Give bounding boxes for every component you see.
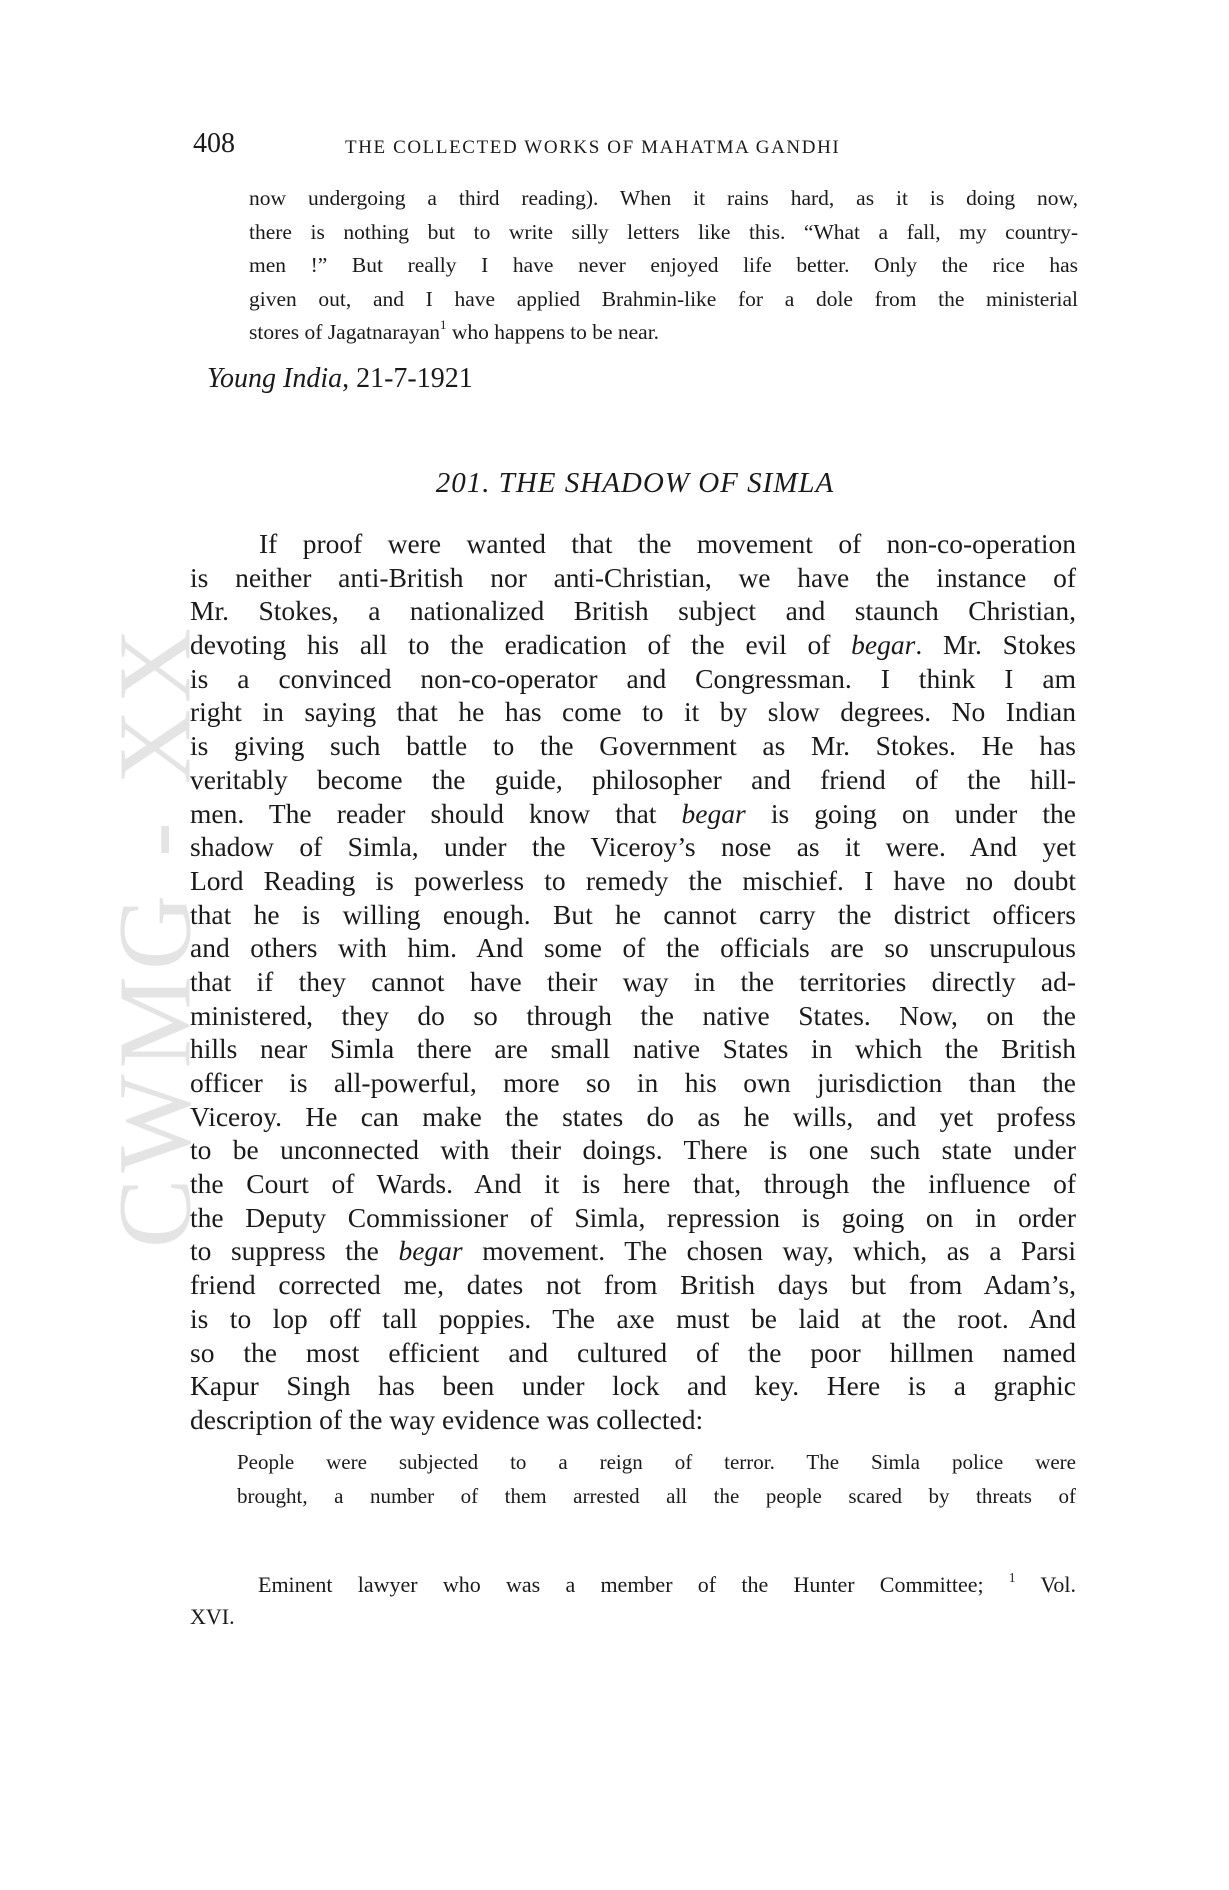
line-text: veritably become the guide, philosopher and friend of the hill-	[190, 763, 1076, 795]
line-text: to suppress the	[190, 1235, 399, 1267]
line-text: XVI.	[190, 1604, 235, 1629]
line-text: that he is willing enough. But he cannot carry the district officers	[190, 898, 1076, 930]
text-line	[190, 798, 1076, 832]
line-text: now undergoing a third reading). When it rains hard, as it is doing now,	[249, 186, 1078, 210]
italic-term: begar	[851, 629, 916, 661]
source-date: , 21-7-1921	[342, 363, 473, 394]
text-line	[190, 528, 1076, 562]
line-text: there is nothing but to write silly letters like this. “What a fall, my country-	[249, 219, 1078, 244]
text-line	[190, 899, 1076, 933]
line-text: movement. The chosen way, which, as a Parsi	[462, 1235, 1076, 1267]
text-line	[190, 663, 1076, 697]
text-line	[190, 1303, 1076, 1337]
line-text: is to lop off tall poppies. The axe must be laid at the root. And	[190, 1302, 1076, 1334]
line-text: men !” But really I have never enjoyed life better. Only the rice has	[249, 253, 1078, 278]
text-line	[190, 1404, 1076, 1438]
text-line	[190, 764, 1076, 798]
line-text: Mr. Stokes, a nationalized British subject and staunch Christian,	[190, 595, 1076, 627]
line-text: description of the way evidence was collected:	[190, 1403, 704, 1435]
text-line	[190, 730, 1076, 764]
line-text: and others with him. And some of the officials are so unscrupulous	[190, 932, 1076, 964]
line-text: Viceroy. He can make the states do as he wills, and yet profess	[190, 1100, 1076, 1132]
text-line	[237, 1484, 1076, 1518]
line-text: given out, and I have applied Brahmin-like for a dole from the ministerial	[249, 286, 1078, 311]
text-line	[190, 696, 1076, 730]
text-line	[190, 629, 1076, 663]
line-text: is giving such battle to the Government as Mr. Stokes. He has	[190, 730, 1076, 762]
text-line	[190, 865, 1076, 899]
italic-term: begar	[681, 797, 746, 829]
line-text: hills near Simla there are small native States in which the British	[190, 1033, 1076, 1065]
line-text: stores of Jagatnarayan	[249, 320, 441, 345]
text-line	[190, 595, 1076, 629]
line-text: . Mr. Stokes	[915, 629, 1077, 661]
text-line	[249, 186, 1078, 220]
text-line	[190, 1572, 1076, 1604]
text-line	[190, 1235, 1076, 1269]
footnote-marker: 1	[440, 318, 447, 333]
line-text: that if they cannot have their way in the territories directly ad-	[190, 965, 1076, 997]
italic-term: begar	[398, 1235, 463, 1267]
line-text: Kapur Singh has been under lock and key. Here is a graphic	[190, 1370, 1076, 1402]
text-line	[190, 1202, 1076, 1236]
watermark: CWMG - XX	[97, 622, 213, 1248]
source-citation	[207, 363, 473, 395]
line-text: is neither anti-British nor anti-Christian, we have the instance of	[190, 561, 1076, 593]
running-head: THE COLLECTED WORKS OF MAHATMA GANDHI	[345, 137, 841, 158]
line-text: Eminent lawyer who was a member of the Hunter Committee;	[258, 1572, 1009, 1597]
line-text: to be unconnected with their doings. There is one such state under	[190, 1134, 1076, 1166]
text-line	[190, 1134, 1076, 1168]
line-text: the Deputy Commissioner of Simla, repression is going on in order	[190, 1201, 1076, 1233]
line-text: friend corrected me, dates not from British days but from Adam’s,	[190, 1269, 1076, 1301]
text-line	[190, 1604, 1076, 1636]
text-line	[190, 1000, 1076, 1034]
line-text: officer is all-powerful, more so in his own jurisdiction than the	[190, 1067, 1076, 1098]
line-text: so the most efficient and cultured of the poor hillmen named	[190, 1336, 1076, 1368]
line-text: the Court of Wards. And it is here that, through the influence of	[190, 1168, 1076, 1200]
line-text: is going on under the	[745, 797, 1076, 829]
text-line	[190, 966, 1076, 1000]
text-line	[190, 562, 1076, 596]
article-body	[190, 528, 1076, 1438]
source-publication: Young India	[207, 363, 343, 394]
line-text: right in saying that he has come to it by slow degrees. No Indian	[190, 696, 1076, 728]
previous-letter-text	[249, 186, 1078, 354]
text-line	[237, 1450, 1076, 1484]
text-line	[190, 1101, 1076, 1135]
line-text: brought, a number of them arrested all the people scared by threats of	[237, 1483, 1076, 1508]
line-text: shadow of Simla, under the Viceroy’s nose as it were. And yet	[190, 831, 1076, 863]
text-line	[249, 220, 1078, 254]
text-line	[190, 1033, 1076, 1067]
article-heading: 201. THE SHADOW OF SIMLA	[435, 467, 835, 499]
line-text: Lord Reading is powerless to remedy the mischief. I have no doubt	[190, 864, 1076, 896]
text-line	[190, 1269, 1076, 1303]
page-number: 408	[193, 128, 235, 159]
text-line	[249, 253, 1078, 287]
footnote	[190, 1572, 1076, 1636]
text-line	[190, 1337, 1076, 1371]
footnote-marker: 1	[1008, 1570, 1016, 1585]
text-line	[190, 831, 1076, 865]
line-text: is a convinced non-co-operator and Congressman. I think I am	[190, 662, 1076, 694]
text-line	[190, 1168, 1076, 1202]
text-line	[190, 1067, 1076, 1101]
text-line	[190, 1370, 1076, 1404]
text-line	[190, 932, 1076, 966]
line-text: who happens to be near.	[446, 320, 660, 345]
text-line	[249, 320, 1078, 354]
line-text: ministered, they do so through the native States. Now, on the	[190, 999, 1076, 1031]
line-text: People were subjected to a reign of terror. The Simla police were	[237, 1450, 1076, 1474]
line-text: Vol.	[1015, 1572, 1076, 1597]
line-text: If proof were wanted that the movement of non-co-operation	[259, 528, 1076, 559]
line-text: men. The reader should know that	[190, 797, 682, 829]
text-line	[249, 287, 1078, 321]
block-quote	[237, 1450, 1076, 1517]
line-text: devoting his all to the eradication of the evil of	[190, 629, 852, 661]
